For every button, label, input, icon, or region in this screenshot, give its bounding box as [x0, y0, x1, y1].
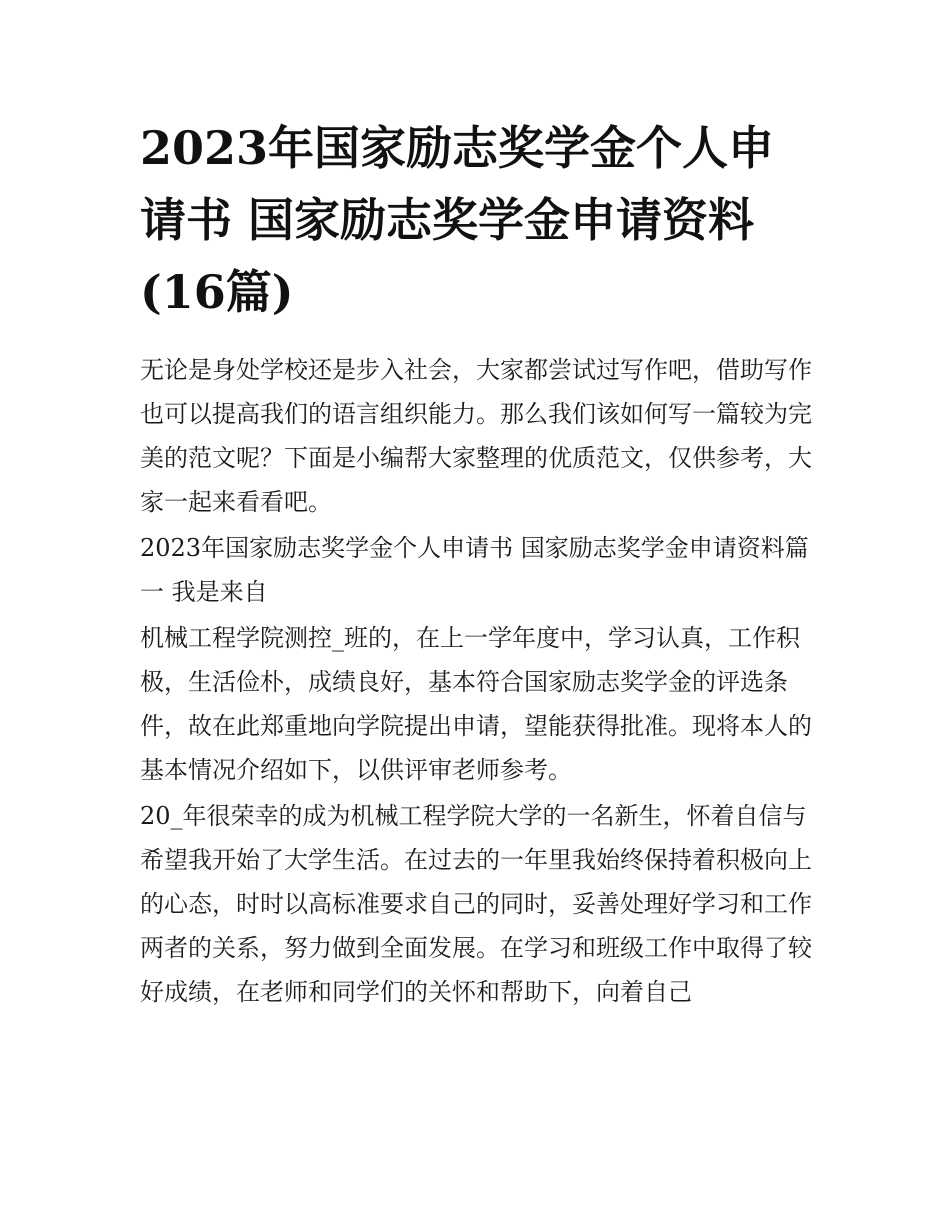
- paragraph-heading-section-one: 2023年国家励志奖学金个人申请书 国家励志奖学金申请资料篇一 我是来自: [140, 534, 809, 606]
- document-content: [140, 112, 820, 1016]
- paragraph-applicant-background: 20_年很荣幸的成为机械工程学院大学的一名新生，怀着自信与希望我开始了大学生活。在过去的一年里我始终保持着积极向上的心态，时时以高标准要求自己的同时，妥善处理好学习和工作两者的关系，努力做到全面发展。在学习和班级工作中取得了较好成绩，在老师和同学们的关怀和帮助下，向着自己: [140, 802, 812, 1006]
- document-title: 2023年国家励志奖学金个人申请书 国家励志奖学金申请资料(16篇): [140, 121, 775, 319]
- paragraph-intro: 无论是身处学校还是步入社会，大家都尝试过写作吧，借助写作也可以提高我们的语言组织能力。那么我们该如何写一篇较为完美的范文呢？下面是小编帮大家整理的优质范文，仅供参考，大家一起来看看吧。: [140, 356, 812, 516]
- paragraph-applicant-intro: 机械工程学院测控_班的，在上一学年度中，学习认真，工作积极，生活俭朴，成绩良好，基本符合国家励志奖学金的评选条件，故在此郑重地向学院提出申请，望能获得批准。现将本人的基本情况介绍如下，以供评审老师参考。: [140, 624, 812, 784]
